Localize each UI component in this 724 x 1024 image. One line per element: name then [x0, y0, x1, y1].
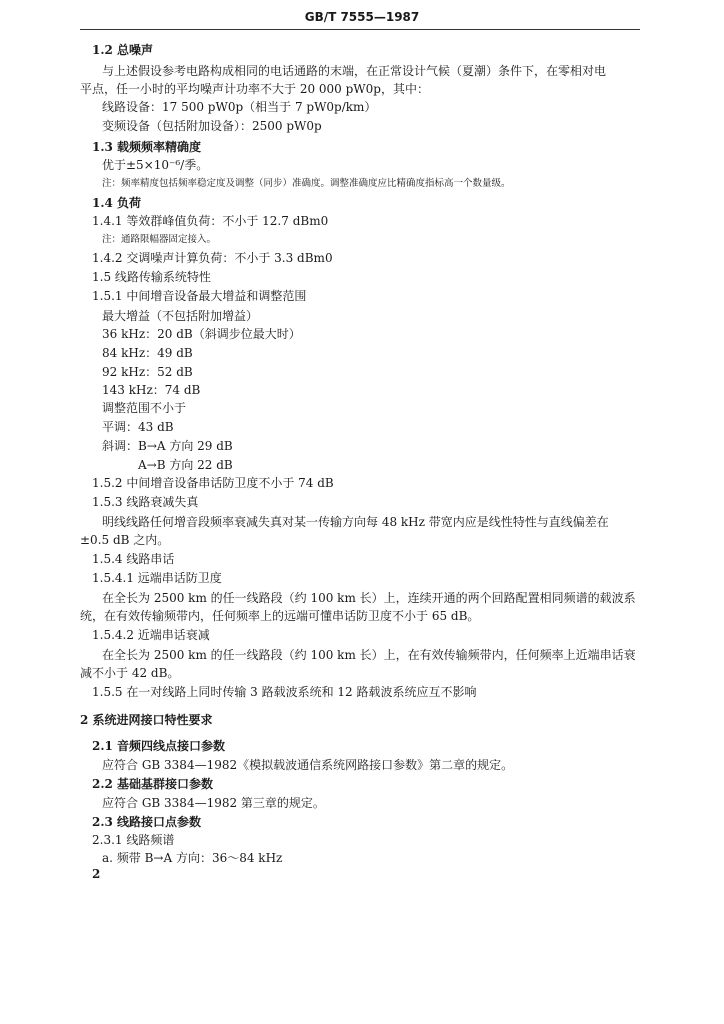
text-line: 1.5.1 中间增音设备最大增益和调整范围 — [92, 289, 307, 303]
text-line: 1.3 载频频率精确度 — [92, 140, 202, 154]
text-line: 变频设备（包括附加设备）：2500 pW0p — [102, 119, 322, 133]
text-line: 减不小于 42 dB。 — [80, 666, 180, 680]
text-line: 调整范围不小于 — [102, 401, 187, 415]
page-number: 2 — [92, 867, 101, 881]
text-line: 优于±5×10⁻⁶/季。 — [102, 158, 209, 172]
text-line: 2 系统进网接口特性要求 — [80, 713, 213, 727]
text-line: 1.5.3 线路衰减失真 — [92, 495, 199, 509]
text-line: 1.4.2 交调噪声计算负荷：不小于 3.3 dBm0 — [92, 251, 333, 265]
text-line: 斜调：B→A 方向 29 dB — [102, 439, 233, 453]
text-line: 平点，任一小时的平均噪声计功率不大于 20 000 pW0p，其中： — [80, 82, 429, 96]
text-line: 应符合 GB 3384—1982 第三章的规定。 — [102, 796, 325, 810]
text-line: 统，在有效传输频带内，任何频率上的远端可懂串话防卫度不小于 65 dB。 — [80, 609, 480, 623]
text-line: 143 kHz：74 dB — [102, 383, 201, 397]
text-line: 1.5.4.2 近端串话衰减 — [92, 628, 210, 642]
text-line: 2.2 基础基群接口参数 — [92, 777, 214, 791]
text-line: 2.3.1 线路频谱 — [92, 833, 175, 847]
text-line: 在全长为 2500 km 的任一线路段（约 100 km 长）上，连续开通的两个回路配置相同频谱的载波系 — [102, 591, 636, 605]
text-line: 在全长为 2500 km 的任一线路段（约 100 km 长）上，在有效传输频带内，任何频率上近端串话衰 — [102, 648, 636, 662]
note-line: 注：通路限幅器固定接入。 — [102, 234, 217, 245]
text-line: 最大增益（不包括附加增益） — [102, 309, 259, 323]
text-line: 1.4 负荷 — [92, 196, 142, 210]
text-line: 1.5 线路传输系统特性 — [92, 270, 211, 284]
text-line: 应符合 GB 3384—1982《模拟载波通信系统网路接口参数》第二章的规定。 — [102, 758, 514, 772]
text-line: 1.4.1 等效群峰值负荷：不小于 12.7 dBm0 — [92, 214, 329, 228]
text-line: 84 kHz：49 dB — [102, 346, 193, 360]
text-line: 1.5.2 中间增音设备串话防卫度不小于 74 dB — [92, 476, 334, 490]
text-line: 1.5.4.1 远端串话防卫度 — [92, 571, 222, 585]
text-line: 2.1 音频四线点接口参数 — [92, 739, 226, 753]
text-line: ±0.5 dB 之内。 — [80, 533, 170, 547]
text-line: 36 kHz：20 dB（斜调步位最大时） — [102, 327, 301, 341]
page-header: GB/T 7555—1987 — [304, 10, 420, 24]
text-line: 平调：43 dB — [102, 420, 174, 434]
text-line: 明线线路任何增音段频率衰减失真对某一传输方向每 48 kHz 带宽内应是线性特性与直线偏差在 — [102, 515, 609, 529]
text-line: 与上述假设参考电路构成相同的电话通路的末端，在正常设计气候（夏潮）条件下，在零相对电 — [102, 64, 607, 78]
text-line: 1.5.5 在一对线路上同时传输 3 路载波系统和 12 路载波系统应互不影响 — [92, 685, 477, 699]
text-line: a. 频带 B→A 方向：36～84 kHz — [102, 851, 283, 865]
note-line: 注：频率精度包括频率稳定度及调整（同步）准确度。调整准确度应比精确度指标高一个数量级。 — [102, 178, 511, 189]
text-line: A→B 方向 22 dB — [138, 458, 233, 472]
text-line: 1.5.4 线路串话 — [92, 552, 175, 566]
header-rule — [80, 29, 640, 30]
text-line: 2.3 线路接口点参数 — [92, 815, 202, 829]
text-line: 92 kHz：52 dB — [102, 365, 193, 379]
text-line: 线路设备：17 500 pW0p（相当于 7 pW0p/km） — [102, 100, 377, 114]
text-line: 1.2 总噪声 — [92, 43, 154, 57]
